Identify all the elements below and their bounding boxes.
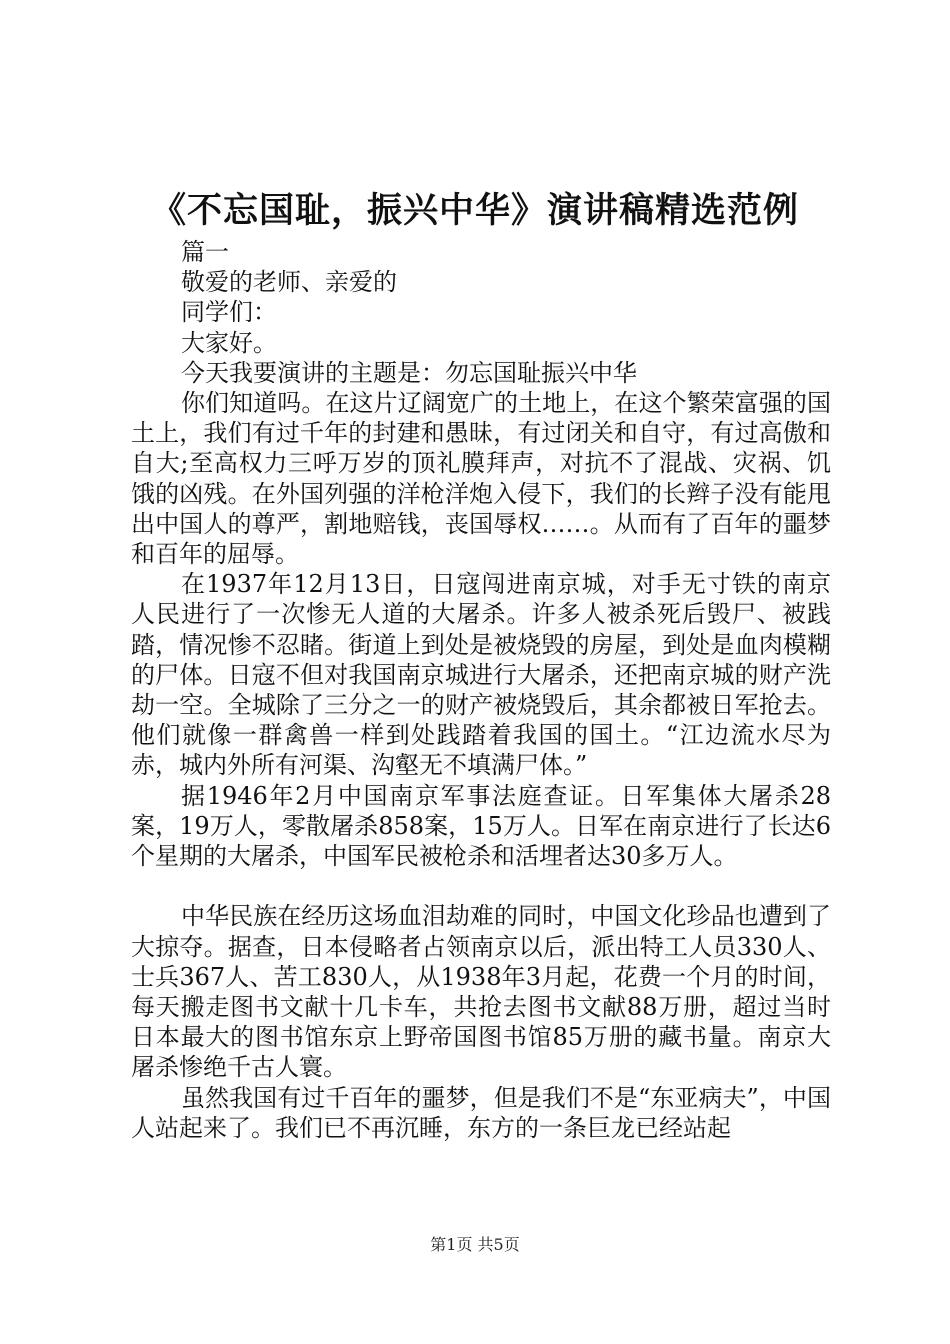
paragraph-section-label: 篇一 xyxy=(181,238,229,266)
document-body xyxy=(131,237,831,1143)
paragraph-rise: 虽然我国有过千百年的噩梦，但是我们不是“东亚病夫”，中国人站起来了。我们已不再沉睡，东方的一条巨龙已经站起 xyxy=(131,1083,831,1142)
paragraph-greeting: 大家好。 xyxy=(181,328,277,357)
paragraph-nanjing: 在1937年12月13日，日寇闯进南京城，对手无寸铁的南京人民进行了一次惨无人道的大屠杀。许多人被杀死后毁尸、被践踏，情况惨不忍睹。街道上到处是被烧毁的房屋，到处是血肉模糊的尸体。日寇不但对我国南京城进行大屠杀，还把南京城的财产洗劫一空。全城除了三分之一的财产被烧毁后，其余都被日军抢去。他们就像一群禽兽一样到处践踏着我国的国土。“江边流水尽为赤，城内外所有河渠、沟壑无不填满尸体。” xyxy=(131,570,831,780)
paragraph-theme: 今天我要演讲的主题是：勿忘国耻振兴中华 xyxy=(181,358,637,387)
paragraph-blank xyxy=(131,871,831,901)
page-footer: 第1页 共5页 xyxy=(430,1235,520,1254)
document-title: 《不忘国耻，振兴中华》演讲稿精选范例 xyxy=(150,190,799,231)
paragraph-history: 你们知道吗。在这片辽阔宽广的土地上，在这个繁荣富强的国土上，我们有过千年的封建和愚昧，有过闭关和自守，有过高傲和自大;至高权力三呼万岁的顶礼膜拜声，对抗不了混战、灾祸、饥饿的凶残。在外国列强的洋枪洋炮入侵下，我们的长辫子没有能甩出中国人的尊严，割地赔钱，丧国辱权……。从而有了百年的噩梦和百年的屈辱。 xyxy=(131,389,831,569)
paragraph-plunder: 中华民族在经历这场血泪劫难的同时，中国文化珍品也遭到了大掠夺。据查，日本侵略者占领南京以后，派出特工人员330人、士兵367人、苦工830人，从1938年3月起，花费一个月的时间，每天搬走图书文献十几卡车，共抢去图书文献88万册，超过当时日本最大的图书馆东京上野帝国图书馆85万册的藏书量。南京大屠杀惨绝千古人寰。 xyxy=(131,902,831,1082)
paragraph-tribunal: 据1946年2月中国南京军事法庭查证。日军集体大屠杀28案，19万人，零散屠杀858案，15万人。日军在南京进行了长达6个星期的大屠杀，中国军民被枪杀和活埋者达30多万人。 xyxy=(131,781,831,871)
paragraph-salutation-cont: 同学们： xyxy=(181,298,277,327)
paragraph-salutation: 敬爱的老师、亲爱的 xyxy=(181,268,397,297)
